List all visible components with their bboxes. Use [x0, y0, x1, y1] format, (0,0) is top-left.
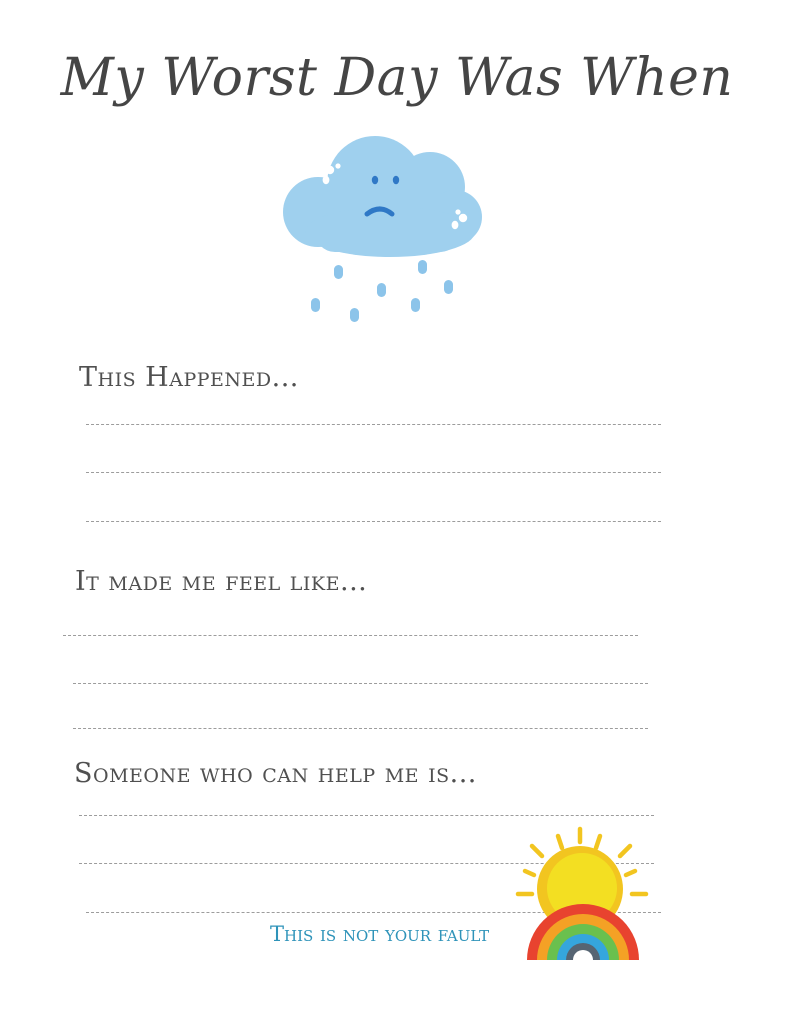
writing-line[interactable]: [86, 472, 661, 473]
page-title: My Worst Day Was When: [60, 48, 734, 108]
writing-line[interactable]: [86, 424, 661, 425]
writing-line[interactable]: [86, 521, 661, 522]
sad-rain-cloud-icon: [270, 132, 500, 332]
sun-and-rainbow-icon: [510, 826, 660, 966]
writing-line[interactable]: [73, 683, 648, 684]
section-label-this-happened: This Happened...: [79, 362, 299, 393]
section-label-someone-can-help: Someone who can help me is...: [74, 758, 477, 789]
writing-line[interactable]: [73, 728, 648, 729]
writing-line[interactable]: [79, 815, 654, 816]
writing-line[interactable]: [63, 635, 638, 636]
section-label-made-me-feel: It made me feel like...: [75, 566, 368, 597]
footer-note: This is not your fault: [270, 922, 490, 946]
